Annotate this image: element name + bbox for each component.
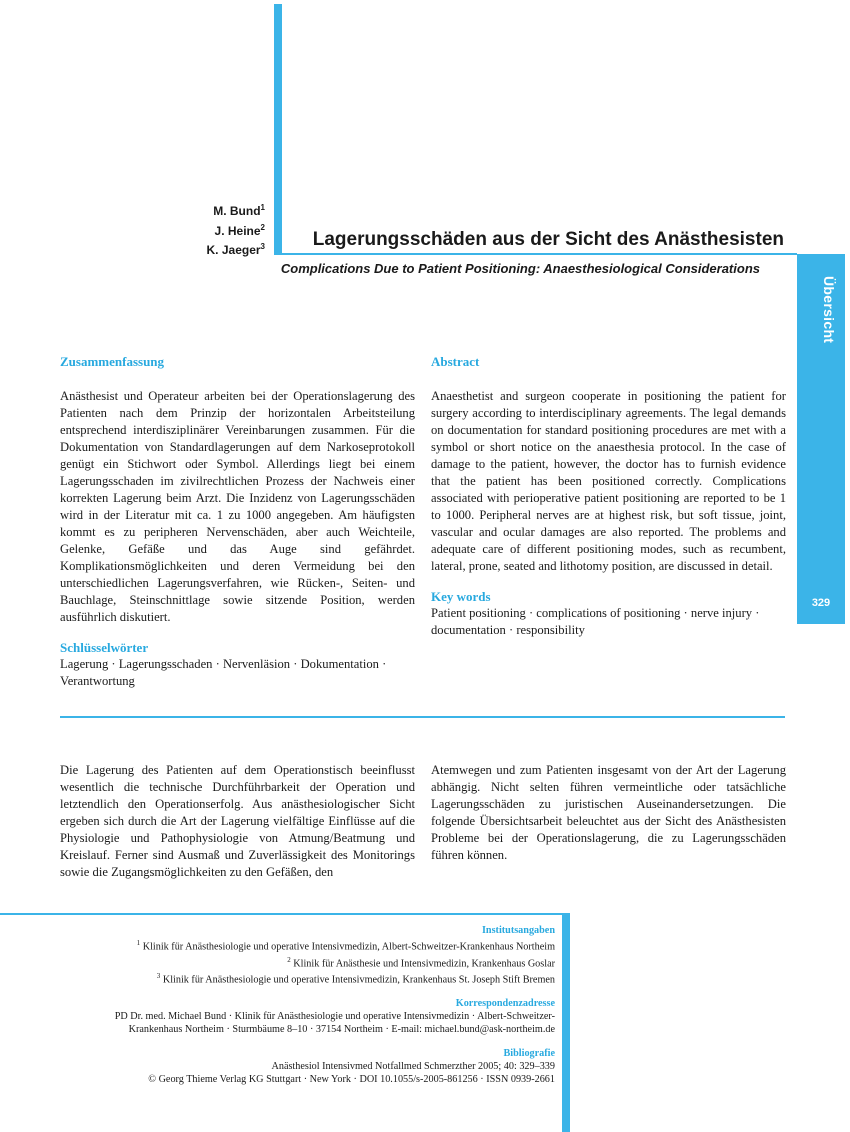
- correspondence-line: Krankenhaus Northeim · Sturmbäume 8–10 · 37154 Northeim · E-mail: michael.bund@ask-northeim.de: [128, 1024, 555, 1036]
- article-subtitle: Complications Due to Patient Positioning: Anaesthesiological Considerations: [280, 261, 760, 276]
- author: M. Bund$^1$: [213, 203, 265, 218]
- subtitle-divider: [274, 253, 797, 255]
- article-footer: [55, 924, 555, 1086]
- bibliography-heading: Bibliografie: [503, 1047, 555, 1059]
- correspondence-heading: Korrespondenzadresse: [455, 997, 555, 1009]
- keywords-text: Lagerung · Lagerungsschaden · Nervenläsion · Dokumentation · Verantwortung: [60, 657, 387, 688]
- footer-top-rule: [0, 913, 570, 915]
- bibliography-line: © Georg Thieme Verlag KG Stuttgart · New York · DOI 10.1055/s-2005-861256 · ISSN 0939-2661: [148, 1074, 555, 1085]
- author: K. Jaeger$^3$: [206, 242, 265, 257]
- english-abstract: [431, 354, 786, 639]
- article-title: Lagerungsschäden aus der Sicht des Anästhesisten: [312, 229, 784, 250]
- footer-accent-bar: [562, 913, 570, 1132]
- top-accent-bar: [274, 4, 282, 254]
- author: J. Heine$^2$: [214, 222, 265, 238]
- keywords-text: Patient positioning · complications of positioning · nerve injury · documentation · responsibility: [431, 606, 760, 637]
- abstract-text: Anaesthetist and surgeon cooperate in positioning the patient for surgery according to interdisciplinary agreements. The legal demands on documentation for standard positioning procedures are met with a symbol or short notice on the anaesthesia protocol. In the case of damage to the patient, however, the doctor has to furnish evidence that the patient has been positioned correctly. Complications associated with perioperative patient positioning are reported to be 1 to 1000. Peripheral nerves are at highest risk, but soft tissue, joint, vascular and ocular damages are also reported. The problems and adequate care of different positioning modes, such as recumbent, lateral, prone, seated and lithotomy position, are discussed in detail.: [431, 389, 786, 573]
- intro-column-right: Atemwegen und zum Patienten insgesamt von der Art der Lagerung abhängig. Nicht selten führen vermeintliche oder tatsächliche Lagerungsschäden zu juristischen Auseinandersetzungen. Die folgende Übersichtsarbeit beleuchtet aus der Sicht des Anästhesisten Probleme bei der Operationslagerung, die zu Lagerungsschäden führen können.: [431, 763, 786, 862]
- author-list: [207, 200, 265, 259]
- section-divider: [60, 716, 785, 718]
- intro-column-left: Die Lagerung des Patienten auf dem Operationstisch beeinflusst wesentlich die technische Durchführbarkeit der Operation und letztendlich den Operationserfolg. Aus anästhesiologischer Sicht ergeben sich durch die Art der Lagerung vielfältige Einflüsse auf die Physiologie und Pathophysiologie von Atmung/Beatmung und Kreislauf. Ferner sind Ausmaß und Zuverlässigkeit des Monitorings sowie die Zugangsmöglichkeiten zu den Gefäßen, den: [60, 763, 415, 879]
- institutions-heading: Institutsangaben: [481, 925, 555, 936]
- summary-text: Anästhesist und Operateur arbeiten bei der Operationslagerung des Patienten nach dem Prinzip der horizontalen Arbeitsteilung entsprechend interdisziplinärer Vereinbarungen zusammen. Für die Dokumentation von Standardlagerungen auf dem Narkoseprotokoll genügt ein Stichwort oder Symbol. Allerdings liegt bei einem Lagerungsschaden im zivilrechtlichen Prozess der Nachweis einer korrekten Lagerung beim Arzt. Die Inzidenz von Lagerungsschäden wird in der Literatur mit ca. 1 zu 1000 angegeben. Am häufigsten kommt es zu peripheren Nervenschäden, aber auch Weichteile, Gelenke, Gefäße und das Auge sind gefährdet. Komplikationsmöglichkeiten und deren Vermeidung bei den unterschiedlichen Lagerungsverfahren, wie Rücken-, Seiten- und Bauchlage, Steinschnittlage sowie sitzende Position, werden ausführlich diskutiert.: [60, 389, 415, 624]
- german-summary: [60, 354, 415, 690]
- institution-line: $^2$ Klinik für Anästhesie und Intensivmedizin, Krankenhaus Goslar: [287, 955, 555, 970]
- institution-line: $^1$ Klinik für Anästhesiologie und operative Intensivmedizin, Albert-Schweitzer-Krankenhaus Northeim: [136, 939, 555, 953]
- bibliography-line: Anästhesiol Intensivmed Notfallmed Schmerzther 2005; 40: 329–339: [271, 1060, 555, 1072]
- keywords-heading: Key words: [431, 589, 491, 604]
- page-number: 329: [811, 597, 831, 609]
- correspondence-line: PD Dr. med. Michael Bund · Klinik für Anästhesiologie und operative Intensivmedizin · Albert-Schweitzer-: [114, 1011, 555, 1023]
- section-label: Übersicht: [821, 276, 837, 344]
- abstract-heading: Abstract: [431, 354, 480, 369]
- summary-heading: Zusammenfassung: [60, 354, 165, 369]
- section-side-tab: [797, 254, 845, 624]
- keywords-heading: Schlüsselwörter: [60, 640, 149, 655]
- institution-line: $^3$ Klinik für Anästhesiologie und operative Intensivmedizin, Krankenhaus St. Joseph Stift Bremen: [156, 972, 555, 986]
